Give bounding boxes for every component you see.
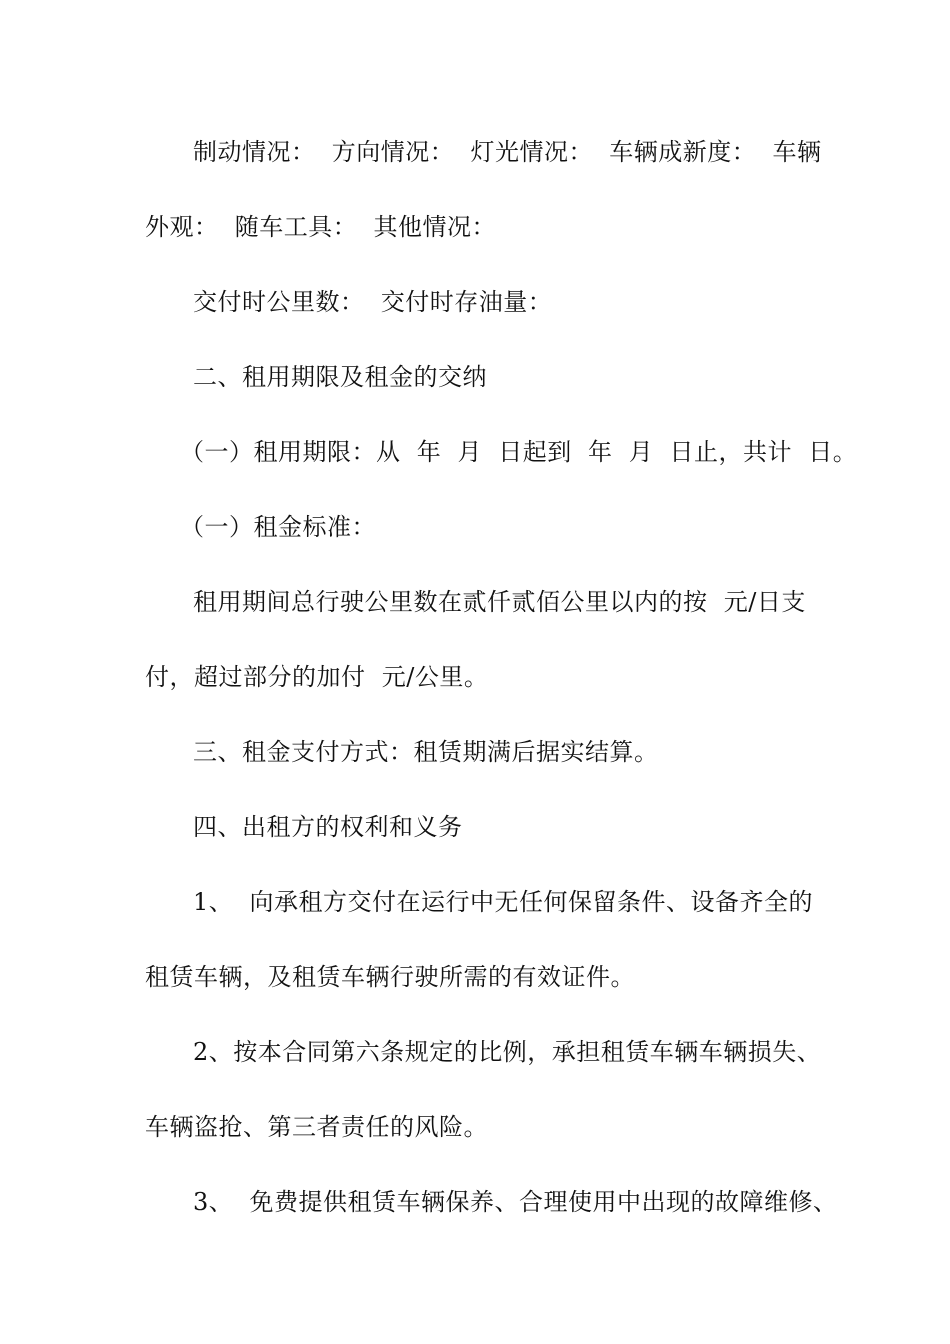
paragraph-vehicle-condition-cont: 外观： 随车工具： 其他情况： [145,213,497,241]
paragraph-clause-1: 1、 向承租方交付在运行中无任何保留条件、设备齐全的 [193,888,814,916]
section-heading-lease-term: 二、租用期限及租金的交纳 [193,363,487,391]
paragraph-rent-standard: （一）租金标准： [180,513,376,541]
paragraph-vehicle-condition: 制动情况： 方向情况： 灯光情况： 车辆成新度： 车辆 [193,138,822,166]
section-heading-payment: 三、租金支付方式：租赁期满后据实结算。 [193,738,659,766]
paragraph-clause-1-cont: 租赁车辆，及租赁车辆行驶所需的有效证件。 [145,963,635,991]
paragraph-clause-2: 2、按本合同第六条规定的比例，承担租赁车辆车辆损失、 [193,1038,822,1066]
paragraph-clause-3: 3、 免费提供租赁车辆保养、合理使用中出现的故障维修、 [193,1188,838,1216]
paragraph-lease-period: （一）租用期限：从 年 月 日起到 年 月 日止，共计 日。 [180,438,858,466]
section-heading-lessor-rights: 四、出租方的权利和义务 [193,813,463,841]
paragraph-rent-mileage: 租用期间总行驶公里数在贰仟贰佰公里以内的按 元/日支 [193,588,806,616]
paragraph-clause-2-cont: 车辆盗抢、第三者责任的风险。 [145,1113,488,1141]
paragraph-delivery-mileage: 交付时公里数： 交付时存油量： [193,288,553,316]
paragraph-rent-mileage-cont: 付，超过部分的加付 元/公里。 [145,663,489,691]
